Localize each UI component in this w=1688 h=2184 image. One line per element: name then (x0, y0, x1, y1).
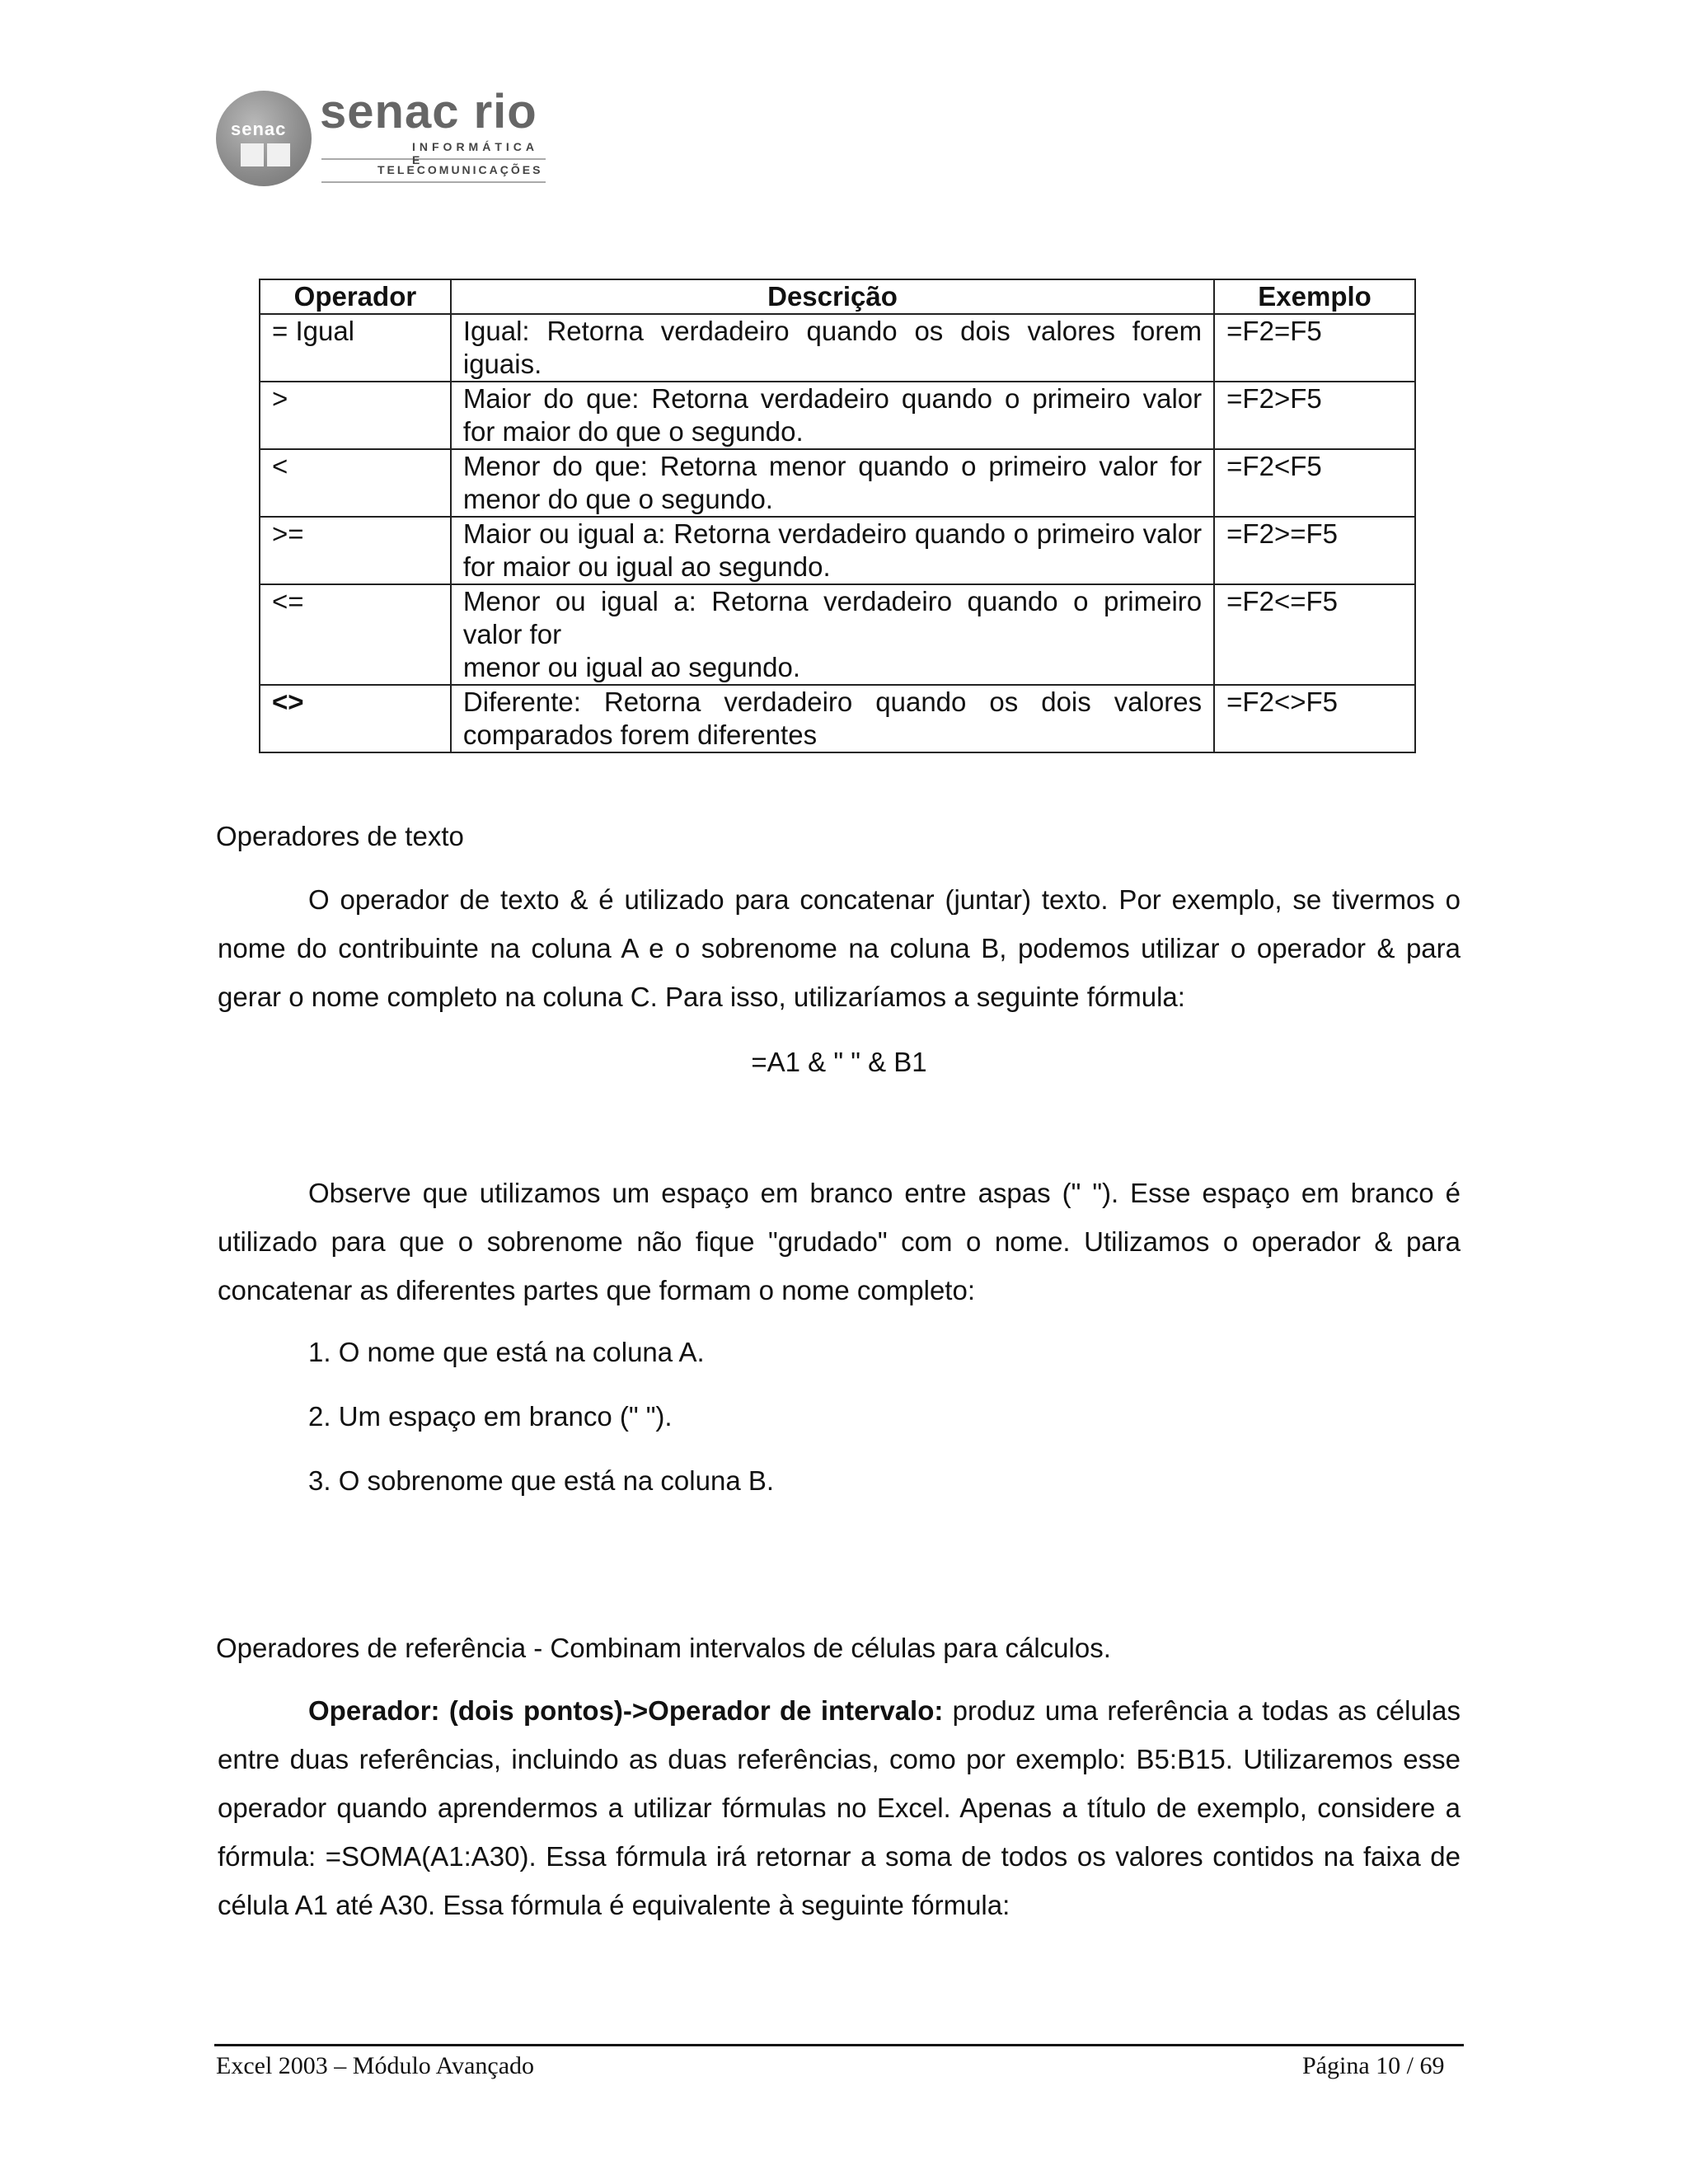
comparison-operators-table (259, 279, 1416, 753)
cell-operator: >= (260, 517, 451, 584)
header-operador: Operador (260, 279, 451, 314)
paragraph-text: Observe que utilizamos um espaço em branco entre aspas (" "). Esse espaço em branco é utilizado para que o sobrenome não fique "grudado" com o nome. Utilizamos o operador & para concatenar as diferentes partes que formam o nome completo: (218, 1178, 1461, 1305)
header-exemplo: Exemplo (1214, 279, 1415, 314)
text-operators-paragraph (218, 875, 1461, 1021)
cell-operator: = Igual (260, 314, 451, 382)
cell-description: Menor do que: Retorna menor quando o primeiro valor for menor do que o segundo. (451, 449, 1214, 517)
table-row (260, 584, 1415, 685)
description-line-2: menor ou igual ao segundo. (462, 652, 800, 682)
logo-subtitle-2: TELECOMUNICAÇÕES (377, 163, 543, 176)
table-header-row (260, 279, 1415, 314)
table-row (260, 449, 1415, 517)
cell-description: Igual: Retorna verdadeiro quando os dois valores forem iguais. (451, 314, 1214, 382)
emblem-text: senac (231, 119, 287, 139)
cell-example: =F2=F5 (1214, 314, 1415, 382)
cell-description: Maior ou igual a: Retorna verdadeiro quando o primeiro valor for maior ou igual ao segundo. (451, 517, 1214, 584)
footer-document-title: Excel 2003 – Módulo Avançado (216, 2052, 535, 2079)
footer-page-number: Página 10 / 69 (1302, 2052, 1445, 2079)
paragraph-text: produz uma referência a todas as células entre duas referências, incluindo as duas referências, como por exemplo: B5:B15. Utilizaremos esse operador quando aprendermos a utilizar fórmulas no Excel. Apenas a título de exemplo, considere a fórmula: =SOMA(A1:A30). Essa fórmula irá retornar a soma de todos os valores contidos na faixa de célula A1 até A30. Essa fórmula é equivalente à seguinte fórmula: (218, 1695, 1461, 1920)
emblem-square-right (267, 143, 290, 166)
senac-rio-logo (216, 85, 554, 186)
logo-subtitle-1: INFORMÁTICA E (412, 140, 538, 166)
cell-example: =F2>F5 (1214, 382, 1415, 449)
cell-example: =F2<=F5 (1214, 584, 1415, 685)
cell-operator: > (260, 382, 451, 449)
footer-rule (214, 2044, 1464, 2046)
cell-example: =F2<>F5 (1214, 685, 1415, 752)
cell-description: Maior do que: Retorna verdadeiro quando o primeiro valor for maior do que o segundo. (451, 382, 1214, 449)
section-heading-text-operators: Operadores de texto (216, 821, 464, 851)
logo-divider-bottom (321, 181, 546, 183)
range-operator-paragraph (218, 1686, 1461, 1929)
concat-formula: =A1 & " " & B1 (751, 1047, 927, 1077)
table-row (260, 382, 1415, 449)
table-row (260, 517, 1415, 584)
cell-description: Diferente: Retorna verdadeiro quando os dois valores comparados forem diferentes (451, 685, 1214, 752)
list-item: 1. O nome que está na coluna A. (308, 1337, 705, 1367)
space-explanation-paragraph (218, 1169, 1461, 1315)
emblem-square-left (241, 143, 264, 166)
description-line-1: Menor ou igual a: Retorna verdadeiro quando o primeiro valor for (462, 586, 1203, 649)
cell-operator: < (260, 449, 451, 517)
senac-circle-emblem (216, 91, 312, 186)
cell-operator: <> (260, 685, 451, 752)
paragraph-bold-lead: Operador: (dois pontos)->Operador de intervalo: (308, 1695, 944, 1726)
cell-example: =F2>=F5 (1214, 517, 1415, 584)
logo-wordmark: senac rio (320, 85, 537, 138)
paragraph-text: O operador de texto & é utilizado para concatenar (juntar) texto. Por exemplo, se tivermos o nome do contribuinte na coluna A e o sobrenome na coluna B, podemos utilizar o operador & para gerar o nome completo na coluna C. Para isso, utilizaríamos a seguinte fórmula: (218, 884, 1461, 1012)
cell-operator: <= (260, 584, 451, 685)
section-heading-reference-operators: Operadores de referência - Combinam intervalos de células para cálculos. (216, 1633, 1111, 1663)
cell-description (451, 584, 1214, 685)
list-item: 3. O sobrenome que está na coluna B. (308, 1465, 775, 1496)
table-row (260, 314, 1415, 382)
table-row (260, 685, 1415, 752)
cell-example: =F2<F5 (1214, 449, 1415, 517)
list-item: 2. Um espaço em branco (" "). (308, 1401, 673, 1432)
header-descricao: Descrição (451, 279, 1214, 314)
